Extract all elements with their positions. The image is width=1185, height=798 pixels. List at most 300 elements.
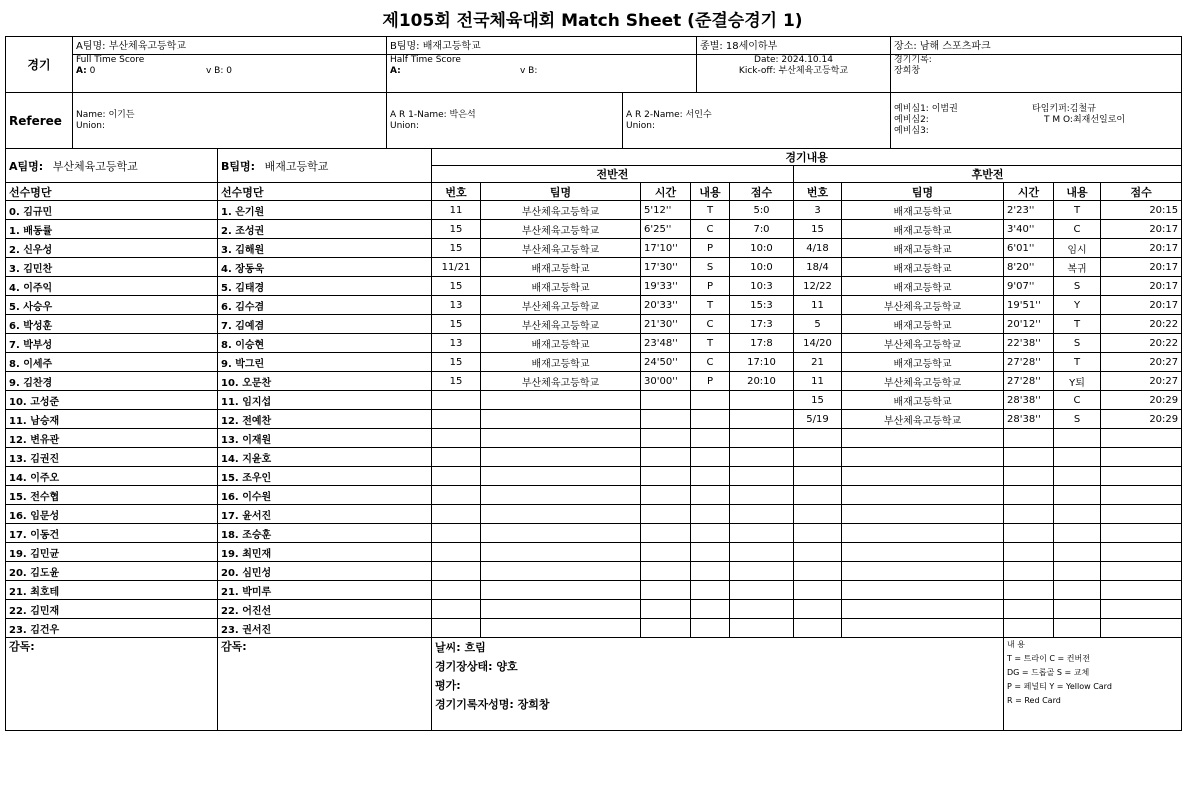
event-cell: 배재고등학교	[481, 258, 641, 277]
half-time-score: Half Time Score A: v B:	[387, 55, 697, 93]
table-row	[6, 315, 1182, 334]
event-cell: P	[691, 239, 730, 258]
event-cell: 10:3	[730, 277, 794, 296]
event-cell: 부산체육고등학교	[842, 372, 1004, 391]
event-cell	[1004, 619, 1054, 638]
player-b: 8. 이승현	[218, 334, 432, 353]
table-row	[6, 353, 1182, 372]
event-cell: 복귀	[1054, 258, 1101, 277]
event-cell: 11/21	[432, 258, 481, 277]
event-cell: 배재고등학교	[842, 315, 1004, 334]
event-column-header: 내용	[1054, 183, 1101, 201]
player-a: 15. 전수협	[6, 486, 218, 505]
match-sheet	[5, 36, 1181, 731]
game-label: 경기	[6, 37, 73, 93]
event-cell	[794, 600, 842, 619]
event-cell: S	[1054, 277, 1101, 296]
event-cell: 배재고등학교	[481, 334, 641, 353]
event-cell: P	[691, 277, 730, 296]
event-cell: 15	[432, 315, 481, 334]
table-row	[6, 258, 1182, 277]
coach-b: 감독:	[218, 638, 432, 731]
event-cell: 27'28''	[1004, 353, 1054, 372]
legend-line: 내 용	[1007, 640, 1025, 649]
event-cell: 20:22	[1101, 315, 1182, 334]
event-cell	[641, 505, 691, 524]
event-cell	[1054, 505, 1101, 524]
event-cell: C	[691, 220, 730, 239]
event-cell	[730, 448, 794, 467]
table-row	[6, 619, 1182, 638]
coach-a: 감독:	[6, 638, 218, 731]
event-cell	[641, 486, 691, 505]
table-row	[6, 600, 1182, 619]
table-row	[6, 505, 1182, 524]
event-cell	[1054, 524, 1101, 543]
event-cell	[794, 429, 842, 448]
event-cell: 부산체육고등학교	[842, 410, 1004, 429]
player-b: 2. 조성권	[218, 220, 432, 239]
event-cell: 24'50''	[641, 353, 691, 372]
event-cell: 17'30''	[641, 258, 691, 277]
event-cell	[481, 619, 641, 638]
page-title: 제105회 전국체육대회 Match Sheet (준결승경기 1)	[382, 11, 803, 31]
event-cell: Y퇴	[1054, 372, 1101, 391]
event-cell: 5/19	[794, 410, 842, 429]
event-cell: 부산체육고등학교	[842, 296, 1004, 315]
table-row	[6, 486, 1182, 505]
table-row	[6, 467, 1182, 486]
event-cell: 배재고등학교	[842, 201, 1004, 220]
event-cell	[691, 619, 730, 638]
player-b: 5. 김태경	[218, 277, 432, 296]
event-cell	[641, 581, 691, 600]
event-cell	[1101, 486, 1182, 505]
event-cell: Y	[1054, 296, 1101, 315]
table-row	[6, 524, 1182, 543]
event-cell	[794, 619, 842, 638]
event-cell	[842, 619, 1004, 638]
event-cell: 21	[794, 353, 842, 372]
event-cell: 4/18	[794, 239, 842, 258]
roster-label-b: 선수명단	[218, 183, 432, 201]
event-cell	[842, 562, 1004, 581]
event-cell	[641, 391, 691, 410]
event-cell	[842, 429, 1004, 448]
event-cell	[432, 619, 481, 638]
event-cell: 배재고등학교	[842, 391, 1004, 410]
event-cell: 30'00''	[641, 372, 691, 391]
event-cell	[691, 543, 730, 562]
event-cell: T	[691, 334, 730, 353]
event-cell: 22'38''	[1004, 334, 1054, 353]
event-cell: 20'33''	[641, 296, 691, 315]
event-cell	[432, 391, 481, 410]
event-cell	[1101, 505, 1182, 524]
event-cell: 20:10	[730, 372, 794, 391]
event-cell: 부산체육고등학교	[481, 239, 641, 258]
event-cell: 2'23''	[1004, 201, 1054, 220]
event-cell	[730, 524, 794, 543]
event-column-header: 팀명	[481, 183, 641, 201]
table-row	[6, 410, 1182, 429]
event-cell: 19'33''	[641, 277, 691, 296]
team-b-header: B팀명: 배재고등학교	[218, 149, 432, 183]
event-cell	[730, 600, 794, 619]
event-cell	[432, 429, 481, 448]
event-cell: 19'51''	[1004, 296, 1054, 315]
event-cell	[794, 562, 842, 581]
table-row	[6, 562, 1182, 581]
event-cell	[1054, 619, 1101, 638]
event-cell: 15	[432, 239, 481, 258]
referee-table	[5, 92, 1182, 149]
event-cell	[481, 391, 641, 410]
event-cell	[730, 429, 794, 448]
event-column-header: 점수	[1101, 183, 1182, 201]
event-cell	[1004, 562, 1054, 581]
event-column-header: 시간	[1004, 183, 1054, 201]
event-cell	[1004, 467, 1054, 486]
table-row	[6, 296, 1182, 315]
event-cell	[641, 562, 691, 581]
event-column-header: 팀명	[842, 183, 1004, 201]
event-cell: 6'01''	[1004, 239, 1054, 258]
event-cell	[730, 619, 794, 638]
event-cell	[1054, 600, 1101, 619]
player-a: 12. 변유관	[6, 429, 218, 448]
event-cell	[842, 600, 1004, 619]
recorder-cell: 경기기록: 장희창	[891, 55, 1182, 93]
event-cell	[481, 543, 641, 562]
player-b: 6. 김수겸	[218, 296, 432, 315]
event-column-header: 점수	[730, 183, 794, 201]
event-cell	[730, 543, 794, 562]
event-cell	[432, 600, 481, 619]
event-cell: 14/20	[794, 334, 842, 353]
player-b: 13. 이재원	[218, 429, 432, 448]
event-cell	[1101, 600, 1182, 619]
event-cell: 3'40''	[1004, 220, 1054, 239]
date-kickoff: Date: 2024.10.14 Kick-off: 부산체육고등학교	[697, 55, 891, 93]
player-a: 23. 김건우	[6, 619, 218, 638]
referee-label: Referee	[6, 93, 73, 149]
event-cell: 13	[432, 334, 481, 353]
event-cell: 8'20''	[1004, 258, 1054, 277]
player-a: 6. 박성훈	[6, 315, 218, 334]
player-b: 22. 어진선	[218, 600, 432, 619]
event-cell	[794, 524, 842, 543]
player-b: 21. 박미루	[218, 581, 432, 600]
event-cell: 부산체육고등학교	[481, 220, 641, 239]
event-cell: T	[691, 201, 730, 220]
event-cell	[842, 467, 1004, 486]
player-b: 17. 윤서진	[218, 505, 432, 524]
legend-line: R = Red Card	[1007, 696, 1061, 705]
event-cell	[641, 543, 691, 562]
table-row	[6, 220, 1182, 239]
event-column-header: 내용	[691, 183, 730, 201]
event-cell: C	[1054, 391, 1101, 410]
event-cell	[481, 562, 641, 581]
player-b: 12. 전예찬	[218, 410, 432, 429]
event-cell	[730, 486, 794, 505]
event-cell	[794, 467, 842, 486]
event-cell: 배재고등학교	[842, 239, 1004, 258]
event-cell: C	[1054, 220, 1101, 239]
event-cell: 28'38''	[1004, 410, 1054, 429]
event-cell	[730, 562, 794, 581]
event-cell	[481, 448, 641, 467]
event-cell	[1004, 524, 1054, 543]
legend-line: DG = 드롭골 S = 교체	[1007, 668, 1090, 677]
event-cell	[1004, 505, 1054, 524]
event-cell: P	[691, 372, 730, 391]
event-cell	[794, 448, 842, 467]
event-cell: 20:17	[1101, 258, 1182, 277]
player-b: 3. 김해원	[218, 239, 432, 258]
event-cell: 21'30''	[641, 315, 691, 334]
match-conditions	[432, 638, 1004, 731]
event-cell	[1101, 448, 1182, 467]
event-cell	[432, 467, 481, 486]
match-info-table	[5, 36, 1182, 93]
event-column-header: 번호	[794, 183, 842, 201]
table-row	[6, 429, 1182, 448]
event-cell	[481, 524, 641, 543]
player-a: 10. 고성준	[6, 391, 218, 410]
table-row	[6, 372, 1182, 391]
event-cell	[1101, 543, 1182, 562]
event-cell: 11	[794, 372, 842, 391]
event-cell: T	[1054, 201, 1101, 220]
event-cell: 부산체육고등학교	[481, 296, 641, 315]
event-cell: 10:0	[730, 239, 794, 258]
table-row	[6, 239, 1182, 258]
event-cell	[1054, 581, 1101, 600]
event-cell	[691, 429, 730, 448]
event-cell: 6'25''	[641, 220, 691, 239]
event-cell: 부산체육고등학교	[481, 201, 641, 220]
team-a-header: A팀명: 부산체육고등학교	[6, 149, 218, 183]
event-cell	[1004, 429, 1054, 448]
player-b: 1. 은기원	[218, 201, 432, 220]
player-a: 20. 김도윤	[6, 562, 218, 581]
player-b: 16. 이수원	[218, 486, 432, 505]
events-section-label: 경기내용	[432, 149, 1182, 166]
event-cell	[691, 391, 730, 410]
event-cell	[691, 467, 730, 486]
player-a: 8. 이세주	[6, 353, 218, 372]
event-cell: 15	[432, 277, 481, 296]
player-b: 7. 김예겸	[218, 315, 432, 334]
event-cell: S	[1054, 410, 1101, 429]
event-cell	[730, 391, 794, 410]
event-cell: 20:29	[1101, 410, 1182, 429]
event-cell: 배재고등학교	[842, 258, 1004, 277]
player-b: 10. 오문찬	[218, 372, 432, 391]
roster-events-table	[5, 148, 1182, 731]
player-a: 2. 신우성	[6, 239, 218, 258]
event-cell	[794, 581, 842, 600]
event-cell	[641, 467, 691, 486]
condition-line: 경기기록자성명: 장희창	[435, 698, 550, 711]
player-a: 4. 이주익	[6, 277, 218, 296]
event-cell	[1054, 467, 1101, 486]
full-time-score: Full Time Score A: 0 v B: 0	[73, 55, 387, 93]
player-a: 19. 김민균	[6, 543, 218, 562]
legend-line: P = 페널티 Y = Yellow Card	[1007, 682, 1112, 691]
event-cell	[691, 581, 730, 600]
event-cell: T	[691, 296, 730, 315]
event-cell	[794, 505, 842, 524]
event-cell: 20:29	[1101, 391, 1182, 410]
ar2-cell: A R 2-Name: 서인수 Union:	[623, 93, 891, 149]
table-row	[6, 391, 1182, 410]
event-cell: S	[691, 258, 730, 277]
table-row	[6, 581, 1182, 600]
event-cell: 23'48''	[641, 334, 691, 353]
player-a: 22. 김민재	[6, 600, 218, 619]
ar1-cell: A R 1-Name: 박은석 Union:	[387, 93, 623, 149]
event-cell	[691, 562, 730, 581]
event-cell	[730, 467, 794, 486]
player-a: 17. 이동건	[6, 524, 218, 543]
player-a: 5. 사승우	[6, 296, 218, 315]
player-a: 11. 남승재	[6, 410, 218, 429]
event-cell	[481, 467, 641, 486]
event-cell	[641, 619, 691, 638]
event-cell: 부산체육고등학교	[481, 315, 641, 334]
player-b: 19. 최민재	[218, 543, 432, 562]
event-cell: 7:0	[730, 220, 794, 239]
event-cell: 17:10	[730, 353, 794, 372]
event-cell: 배재고등학교	[481, 353, 641, 372]
player-b: 14. 지윤호	[218, 448, 432, 467]
event-cell: C	[691, 315, 730, 334]
event-cell	[432, 562, 481, 581]
event-cell	[691, 486, 730, 505]
event-cell: 20:17	[1101, 277, 1182, 296]
event-cell: 12/22	[794, 277, 842, 296]
event-cell: 배재고등학교	[842, 220, 1004, 239]
player-a: 14. 이주오	[6, 467, 218, 486]
event-cell: 11	[432, 201, 481, 220]
event-cell	[641, 600, 691, 619]
event-cell	[1004, 600, 1054, 619]
event-cell	[1004, 448, 1054, 467]
event-cell	[1004, 486, 1054, 505]
event-cell: S	[1054, 334, 1101, 353]
event-cell: 5'12''	[641, 201, 691, 220]
event-cell	[794, 543, 842, 562]
event-cell	[842, 448, 1004, 467]
event-cell: 20:15	[1101, 201, 1182, 220]
venue-cell: 장소: 남해 스포츠파크	[891, 37, 1182, 55]
event-cell	[432, 486, 481, 505]
table-row	[6, 543, 1182, 562]
condition-line: 평가:	[435, 679, 461, 692]
event-cell: 3	[794, 201, 842, 220]
event-cell	[1054, 543, 1101, 562]
event-cell: 15	[432, 372, 481, 391]
second-half-label: 후반전	[794, 166, 1182, 183]
event-cell: 배재고등학교	[842, 353, 1004, 372]
event-cell: 15	[794, 220, 842, 239]
event-cell	[842, 486, 1004, 505]
event-cell: 15:3	[730, 296, 794, 315]
team-a-name: 부산체육고등학교	[108, 41, 186, 52]
condition-line: 날씨: 흐림	[435, 641, 486, 654]
player-b: 18. 조승훈	[218, 524, 432, 543]
condition-line: 경기장상태: 양호	[435, 660, 518, 673]
event-cell: 배재고등학교	[842, 277, 1004, 296]
event-cell	[730, 581, 794, 600]
player-a: 21. 최호테	[6, 581, 218, 600]
event-cell	[730, 410, 794, 429]
event-cell	[641, 410, 691, 429]
category-cell: 종별: 18세이하부	[697, 37, 891, 55]
legend-line: T = 트라이 C = 컨버젼	[1007, 654, 1090, 663]
event-cell: C	[691, 353, 730, 372]
table-row	[6, 277, 1182, 296]
event-column-header: 번호	[432, 183, 481, 201]
reserve-cell: 예비심1: 이범권 타임키퍼:김철규 예비심2: T M O:최재선일로이 예비심3:	[891, 93, 1182, 149]
event-cell: 18/4	[794, 258, 842, 277]
event-cell: 17:8	[730, 334, 794, 353]
event-cell: 10:0	[730, 258, 794, 277]
player-b: 11. 임지섭	[218, 391, 432, 410]
player-a: 0. 김규민	[6, 201, 218, 220]
event-cell: 15	[794, 391, 842, 410]
event-cell	[1101, 467, 1182, 486]
event-cell	[481, 505, 641, 524]
event-cell	[1004, 543, 1054, 562]
event-cell	[842, 581, 1004, 600]
event-cell	[432, 543, 481, 562]
table-row	[6, 448, 1182, 467]
event-cell	[842, 543, 1004, 562]
event-cell	[432, 410, 481, 429]
event-cell: 20:17	[1101, 296, 1182, 315]
event-cell: 15	[432, 353, 481, 372]
player-a: 3. 김민찬	[6, 258, 218, 277]
event-cell: 20:27	[1101, 372, 1182, 391]
event-cell	[691, 448, 730, 467]
event-cell: 5	[794, 315, 842, 334]
event-cell	[1054, 562, 1101, 581]
event-cell	[691, 524, 730, 543]
event-cell: 임시	[1054, 239, 1101, 258]
player-a: 13. 김권진	[6, 448, 218, 467]
event-cell: T	[1054, 315, 1101, 334]
event-cell	[432, 581, 481, 600]
event-cell	[481, 581, 641, 600]
team-b-cell: B팀명: 배재고등학교	[387, 37, 697, 55]
legend-box	[1004, 638, 1182, 731]
event-cell	[641, 448, 691, 467]
event-cell	[1054, 486, 1101, 505]
player-b: 15. 조우인	[218, 467, 432, 486]
player-b: 23. 권서진	[218, 619, 432, 638]
team-b-name: 배재고등학교	[422, 41, 481, 52]
event-cell: 13	[432, 296, 481, 315]
event-cell	[641, 429, 691, 448]
event-cell	[1054, 448, 1101, 467]
event-cell	[691, 410, 730, 429]
event-cell: 9'07''	[1004, 277, 1054, 296]
player-a: 7. 박부성	[6, 334, 218, 353]
